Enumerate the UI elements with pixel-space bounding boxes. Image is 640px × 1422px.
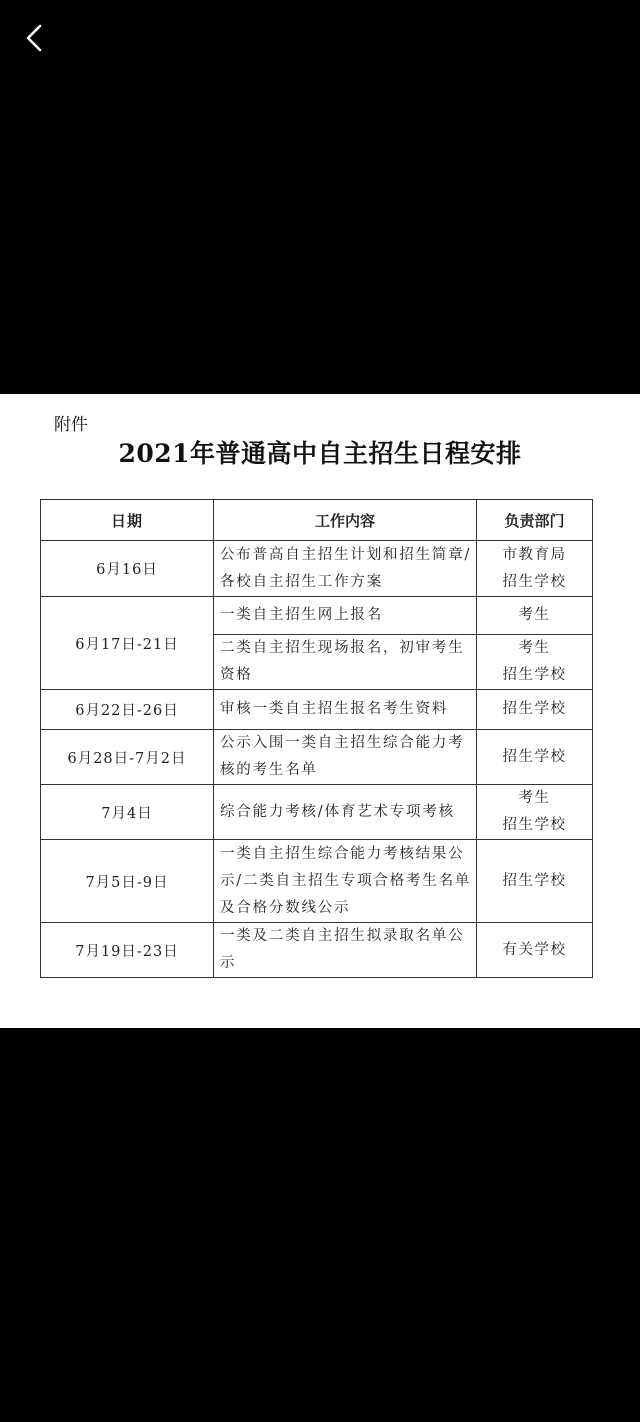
dept-line: 考生 (518, 607, 551, 623)
dept-line: 招生学校 (502, 573, 567, 590)
document-image (0, 394, 640, 1028)
row-work: 公示入围一类自主招生综合能力考核的考生名单 (214, 730, 477, 785)
table-row (41, 730, 593, 785)
row-work: 一类及二类自主招生拟录取名单公示 (214, 923, 477, 978)
row-dept (477, 597, 593, 635)
row-dept (477, 541, 593, 597)
table-row (41, 923, 593, 978)
header-date: 日期 (41, 500, 214, 541)
row-dept (477, 635, 593, 690)
table-row (41, 690, 593, 730)
table-header-row (41, 500, 593, 541)
row-date: 7月4日 (41, 785, 214, 840)
row-date: 6月16日 (41, 541, 214, 597)
dept-line: 招生学校 (502, 748, 567, 765)
row-work: 综合能力考核/体育艺术专项考核 (214, 785, 477, 840)
document-title: 2021年普通高中自主招生日程安排 (118, 439, 522, 468)
dept-line: 市教育局 (502, 546, 567, 563)
dept-line: 有关学校 (502, 941, 567, 958)
dept-line: 招生学校 (502, 701, 567, 717)
row-date: 7月19日-23日 (41, 923, 214, 978)
dept-line: 招生学校 (502, 872, 567, 889)
dept-line: 招生学校 (502, 667, 567, 683)
dept-line: 考生 (518, 790, 551, 806)
row-dept (477, 785, 593, 840)
attachment-label: 附件 (54, 415, 88, 435)
row-date: 6月28日-7月2日 (41, 730, 214, 785)
schedule-table (40, 499, 593, 978)
table-row (41, 597, 593, 635)
row-work: 一类自主招生网上报名 (214, 597, 477, 635)
dept-line: 招生学校 (502, 817, 567, 833)
row-work: 审核一类自主招生报名考生资料 (214, 690, 477, 730)
row-work: 公布普高自主招生计划和招生简章/各校自主招生工作方案 (214, 541, 477, 597)
header-work: 工作内容 (214, 500, 477, 541)
table-row (41, 785, 593, 840)
row-dept (477, 923, 593, 978)
back-button[interactable] (14, 18, 54, 58)
header-dept: 负责部门 (477, 500, 593, 541)
row-work: 二类自主招生现场报名，初审考生资格 (214, 635, 477, 690)
row-work: 一类自主招生综合能力考核结果公示/二类自主招生专项合格考生名单及合格分数线公示 (214, 840, 477, 923)
row-date: 6月17日-21日 (41, 597, 214, 690)
row-date: 6月22日-26日 (41, 690, 214, 730)
row-dept (477, 690, 593, 730)
dept-line: 考生 (518, 640, 551, 656)
chevron-left-icon (14, 18, 54, 58)
row-date: 7月5日-9日 (41, 840, 214, 923)
row-dept (477, 840, 593, 923)
table-row (41, 840, 593, 923)
table-row (41, 541, 593, 597)
row-dept (477, 730, 593, 785)
